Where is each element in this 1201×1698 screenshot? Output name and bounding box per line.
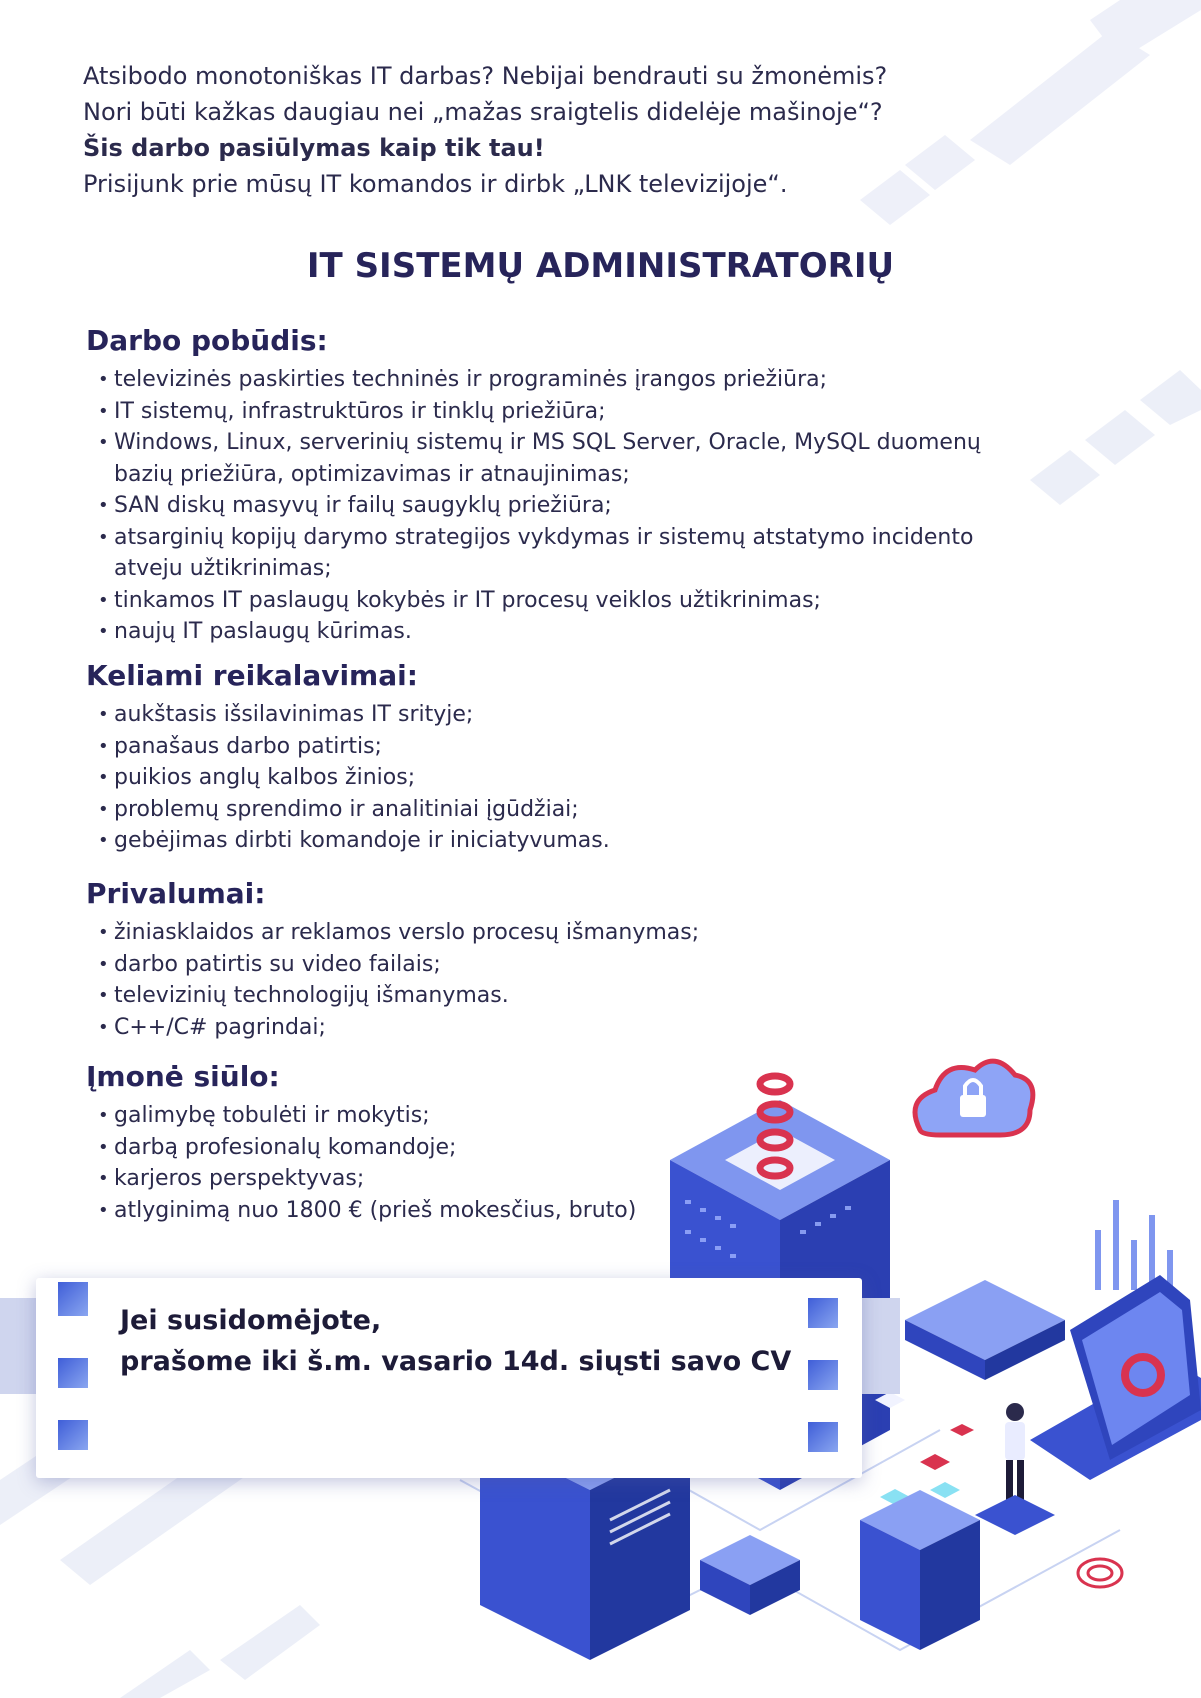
list-item: • SAN diskų masyvų ir failų saugyklų priežiūra; <box>114 490 1046 522</box>
cta-square-decor <box>58 1358 88 1388</box>
cta-line-1: Jei susidomėjote, <box>120 1305 382 1336</box>
section-requirements-list <box>86 699 1046 857</box>
section-advantages-heading: Privalumai: <box>86 877 266 910</box>
list-item: • darbo patirtis su video failais; <box>114 949 1046 981</box>
person-illustration <box>975 1403 1055 1535</box>
job-title: IT SISTEMŲ ADMINISTRATORIŲ <box>306 246 895 286</box>
list-item: • gebėjimas dirbti komandoje ir iniciatyvumas. <box>114 825 1046 857</box>
list-item: • žiniasklaidos ar reklamos verslo procesų išmanymas; <box>114 917 1046 949</box>
list-item: • problemų sprendimo ir analitiniai įgūdžiai; <box>114 794 1046 826</box>
intro-line-3: Šis darbo pasiūlymas kaip tik tau! <box>83 134 545 162</box>
list-item: • IT sistemų, infrastruktūros ir tinklų priežiūra; <box>114 396 1046 428</box>
list-item: • C++/C# pagrindai; <box>114 1012 1046 1044</box>
section-advantages-list <box>86 917 1046 1043</box>
list-item: • puikios anglų kalbos žinios; <box>114 762 1046 794</box>
section-requirements-heading: Keliami reikalavimai: <box>86 659 418 692</box>
list-item: • darbą profesionalų komandoje; <box>114 1132 1046 1164</box>
diagonal-stripes-right <box>1030 370 1201 505</box>
list-item: • panašaus darbo patirtis; <box>114 731 1046 763</box>
intro-line-4: Prisijunk prie mūsų IT komandos ir dirbk „LNK televizijoje“. <box>83 170 788 198</box>
list-item: • aukštasis išsilavinimas IT srityje; <box>114 699 1046 731</box>
list-item: • karjeros perspektyvas; <box>114 1163 1046 1195</box>
section-advantages <box>86 875 1046 1043</box>
cta-square-decor <box>58 1282 88 1316</box>
list-item: • televizinės paskirties techninės ir programinės įrangos priežiūra; <box>114 364 1046 396</box>
cta-square-decor <box>808 1298 838 1328</box>
section-requirements <box>86 657 1046 857</box>
intro-line-1: Atsibodo monotoniškas IT darbas? Nebijai bendrauti su žmonėmis? <box>83 62 888 90</box>
list-item: • tinkamos IT paslaugų kokybės ir IT procesų veiklos užtikrinimas; <box>114 585 1046 617</box>
list-item: • naujų IT paslaugų kūrimas. <box>114 616 1046 648</box>
intro-line-2: Nori būti kažkas daugiau nei „mažas sraigtelis didelėje mašinoje“? <box>83 98 883 126</box>
intro-text <box>83 58 983 202</box>
section-offer-heading: Įmonė siūlo: <box>86 1060 280 1093</box>
section-offer-list <box>86 1100 1046 1226</box>
list-item: • atsarginių kopijų darymo strategijos vykdymas ir sistemų atstatymo incidento atveju užtikrinimas; <box>98 522 1046 585</box>
cta-square-decor <box>808 1422 838 1452</box>
section-work-heading: Darbo pobūdis: <box>86 324 328 357</box>
list-item: • Windows, Linux, serverinių sistemų ir MS SQL Server, Oracle, MySQL duomenų bazių priežiūra, optimizavimas ir atnaujinimas; <box>98 427 1046 490</box>
list-item: • galimybę tobulėti ir mokytis; <box>114 1100 1046 1132</box>
cta-line-2: prašome iki š.m. vasario 14d. siųsti savo CV <box>120 1346 792 1377</box>
cta-square-decor <box>58 1420 88 1450</box>
list-item: • televizinių technologijų išmanymas. <box>114 980 1046 1012</box>
section-work-list <box>86 364 1046 648</box>
section-work <box>86 322 1046 648</box>
cta-square-decor <box>808 1360 838 1390</box>
section-offer <box>86 1058 1046 1226</box>
list-item: • atlyginimą nuo 1800 € (prieš mokesčius, bruto) <box>114 1195 1046 1227</box>
cta-text <box>120 1300 791 1382</box>
